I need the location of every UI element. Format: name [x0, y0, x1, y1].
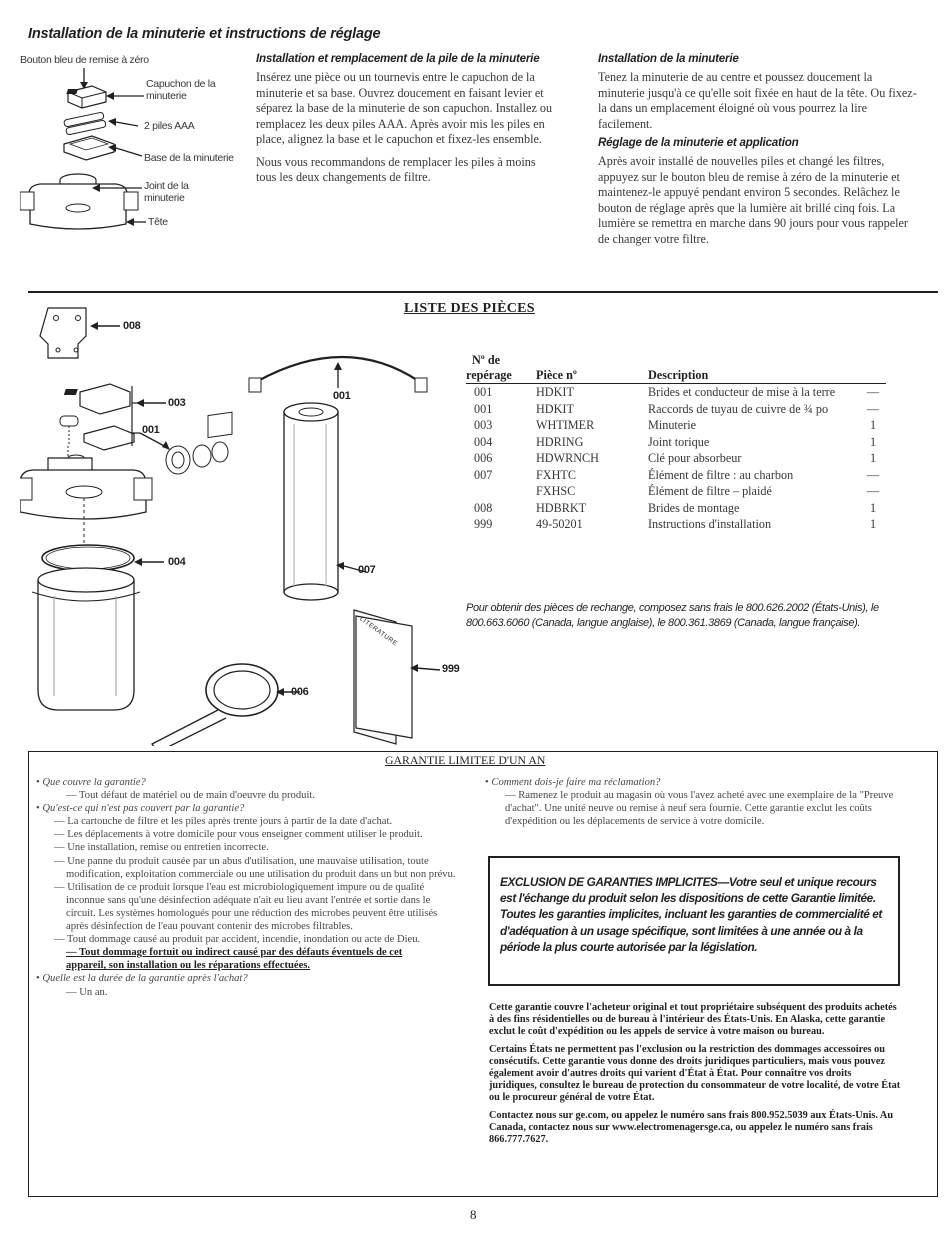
part-description: Raccords de tuyau de cuivre de ¾ po — [648, 401, 829, 416]
header-ref-line2: repérage — [466, 368, 512, 382]
exclusion-list — [36, 815, 462, 946]
battery-paragraph-2: Nous vous recommandons de remplacer les piles à moins tous les deux changements de filtre. — [256, 154, 536, 184]
parts-table — [466, 353, 886, 533]
exclusion-item: — Une panne du produit causée par un abus d'utilisation, une mauvaise utilisation, toute modification, exploitation commerciale ou une utilisation du produit dans un but non prévu. — [54, 855, 456, 880]
exclusion-item: — La cartouche de filtre et les piles après trente jours à partir de la date d'achat. — [54, 816, 393, 828]
part-ref: 004 — [474, 434, 493, 449]
callout-999: 999 — [442, 663, 460, 675]
parts-row — [466, 434, 886, 451]
warranty-underlined-exclusion: — Tout dommage fortuit ou indirect causé par des défauts éventuels de cet appareil, son installation ou les réparations effectuées. — [66, 947, 403, 972]
callout-003: 003 — [168, 397, 186, 409]
timer-install-text: Tenez la minuterie de au centre et poussez doucement la minuterie jusqu'à ce qu'elle soit fixée en haut de la tête. Ou fixez-la dans un emplacement éloigné où vous pourrez la lire facilement. — [598, 70, 917, 131]
parts-row — [466, 417, 886, 434]
warranty-left-column — [36, 776, 462, 999]
exclusion-item: — Tout dommage causé au produit par accident, incendie, inondation ou acte de Dieu. — [54, 934, 421, 946]
callout-001-tube: 001 — [333, 390, 351, 402]
parts-table-header — [466, 353, 886, 384]
part-quantity: 1 — [869, 451, 877, 465]
warranty-title: GARANTIE LIMITEE D'UN AN — [385, 753, 546, 767]
header-desc: Description — [648, 368, 709, 382]
warranty-legal — [489, 1002, 901, 1146]
part-ref: 006 — [474, 451, 493, 465]
timer-setting-title: Réglage de la minuterie et application — [598, 136, 799, 149]
part-quantity: — — [866, 385, 880, 399]
parts-row — [466, 401, 886, 418]
parts-row — [466, 467, 886, 484]
part-ref: 001 — [474, 401, 493, 416]
callout-006: 006 — [291, 686, 309, 698]
warranty-coverage: Cette garantie couvre l'acheteur original et tout propriétaire subséquent des produits achetés à des fins résidentielles ou de bureau à l'intérieur des États-Unis. En Alaska, cette garantie exclut le coût d'expédition ou les appels de service à votre maison ou bureau. — [489, 1002, 897, 1038]
timer-exploded-drawing — [20, 48, 250, 238]
parts-row — [466, 450, 886, 467]
label-reset-button: Bouton bleu de remise à zéro — [20, 54, 149, 66]
part-description: Brides de montage — [648, 500, 740, 515]
part-description: Brides et conducteur de mise à la terre — [648, 385, 836, 399]
warranty-a4: — Ramenez le produit au magasin où vous l'avez acheté avec une exemplaire de la "Preuve d'achat". Une unité neuve ou remise à neuf sera fournie. Cette garantie exclut les coûts d'expédition ou les déplacements de service à votre domicile. — [505, 790, 894, 828]
warranty-q1: • Que couvre la garantie? — [36, 777, 146, 788]
part-number: FXHSC — [536, 484, 576, 498]
timer-install-title: Installation de la minuterie — [598, 52, 739, 65]
part-description: Instructions d'installation — [648, 517, 772, 531]
implied-warranty-exclusion-text: EXCLUSION DE GARANTIES IMPLICITES—Votre seul et unique recours est l'échange du produit selon les dispositions de cette Garantie limitée. Toutes les garanties implicites, incluant les garanties de commercialité et d'adéquation à un usage spécifique, sont limitées à une année ou à la période la plus courte autorisée par la législation. — [500, 875, 882, 954]
part-number: HDRING — [536, 434, 584, 449]
page-number: 8 — [470, 1207, 477, 1222]
part-quantity: — — [866, 484, 880, 498]
part-ref: 008 — [474, 500, 493, 515]
exclusion-item: — Utilisation de ce produit lorsque l'eau est microbiologiquement impure ou de qualité inconnue sans qu'une désinfection adéquate n'ait eu lieu avant l'entrée et sortie dans le circuit. Les systèmes homologués pour une réduction des microbes peuvent être utilisés après désinfection de l'eau pouvant contenir des microbes filtrables. — [54, 881, 438, 933]
warranty-a1: — Tout défaut de matériel ou de main d'oeuvre du produit. — [66, 790, 315, 802]
battery-section — [256, 52, 586, 186]
part-description: Élément de filtre – plaidé — [648, 484, 772, 498]
parts-table-body — [466, 384, 886, 533]
part-quantity: — — [866, 467, 880, 482]
parts-row — [466, 384, 886, 401]
part-quantity: 1 — [869, 434, 877, 449]
label-cap: Capuchon de la minuterie — [146, 78, 216, 102]
parts-order-note: Pour obtenir des pièces de rechange, composez sans frais le 800.626.2002 (États-Unis), le 800.663.6060 (Canada, langue anglaise), le 800.361.3869 (Canada, langue française). — [466, 602, 879, 629]
part-number: HDKIT — [536, 401, 574, 416]
part-number: HDWRNCH — [536, 451, 599, 465]
part-description: Élément de filtre : au charbon — [648, 467, 794, 482]
timer-setting-text: Après avoir installé de nouvelles piles et changé les filtres, appuyez sur le bouton bleu de remise à zéro de la minuterie et maintenez-le appuyé pendant environ 5 secondes. Relâchez le bouton de réglage après que la lumière ait brillé cinq fois. La lumière se remettra en marche dans 90 jours pour vous rappeler de changer votre filtre. — [598, 154, 908, 246]
warranty-state-rights: Certains États ne permettent pas l'exclusion ou la restriction des dommages accessoires ou consécutifs. Cette garantie vous donne des droits juridiques particuliers, mais vous pouvez également avoir d'autres droits qui varient d'État à État. Pour connaître vos droits juridiques, consultez le bureau de protection du consommateur de votre localité, de votre État ou le procureur général de votre État. — [489, 1043, 901, 1104]
part-ref — [466, 483, 536, 500]
section-divider — [28, 291, 938, 293]
part-number: HDKIT — [536, 385, 574, 399]
exclusion-item: — Une installation, remise ou entretien incorrecte. — [54, 842, 269, 854]
parts-row — [466, 516, 886, 533]
exclusion-item: — Les déplacements à votre domicile pour vous enseigner comment utiliser le produit. — [54, 829, 423, 841]
label-head: Tête — [148, 216, 168, 228]
part-number: WHTIMER — [536, 418, 595, 432]
part-ref: 001 — [474, 385, 493, 399]
literature-label: LITERATURE — [358, 615, 399, 648]
parts-list-title: LISTE DES PIÈCES — [404, 301, 535, 316]
callout-007: 007 — [358, 564, 376, 576]
part-quantity: 1 — [869, 517, 877, 531]
label-base: Base de la minuterie — [144, 152, 234, 164]
implied-warranty-exclusion-box — [488, 856, 900, 986]
part-ref: 003 — [474, 418, 493, 432]
timer-diagram — [20, 48, 250, 238]
part-number: FXHTC — [536, 467, 576, 482]
label-batteries: 2 piles AAA — [144, 120, 195, 132]
label-seal: Joint de la minuterie — [144, 180, 189, 204]
part-ref: 999 — [474, 517, 493, 531]
part-quantity: 1 — [869, 418, 877, 432]
parts-exploded-drawing — [20, 296, 460, 746]
callout-008: 008 — [123, 320, 141, 332]
warranty-q4: • Comment dois-je faire ma réclamation? — [485, 777, 661, 788]
part-ref: 007 — [474, 467, 493, 482]
part-quantity: — — [866, 401, 880, 416]
timer-install-section — [598, 52, 924, 247]
callout-004: 004 — [168, 556, 186, 568]
section-title: Installation de la minuterie et instructions de réglage — [28, 26, 381, 42]
warranty-q2: • Qu'est-ce qui n'est pas couvert par la garantie? — [36, 803, 245, 815]
warranty-q3: • Quelle est la durée de la garantie après l'achat? — [36, 973, 248, 985]
parts-row — [466, 483, 886, 500]
warranty-contact: Contactez nous sur ge.com, ou appelez le numéro sans frais 800.952.5039 aux États-Unis. Au Canada, contactez nous sur www.electromenagersge.ca, ou appelez le numéro sans frais 866.777.7627. — [489, 1109, 894, 1146]
header-ref — [466, 353, 536, 384]
part-description: Joint torique — [648, 434, 710, 449]
warranty-a3: — Un an. — [66, 986, 108, 998]
part-quantity: 1 — [869, 500, 877, 515]
warranty-right-column — [485, 776, 910, 828]
part-number: HDBRKT — [536, 500, 587, 515]
part-number: 49-50201 — [536, 517, 583, 531]
part-description: Clé pour absorbeur — [648, 451, 742, 465]
callout-001-fittings: 001 — [142, 424, 160, 436]
header-qty — [860, 353, 886, 384]
header-ref-line1: Nº de — [472, 353, 501, 367]
battery-paragraph-1: Insérez une pièce ou un tournevis entre le capuchon de la minuterie et sa base. Ouvrez doucement en faisant levier et séparez la base de la minuterie de son capuchon. Installez ou remplacez les deux piles AAA. Après avoir mis les piles en place, alignez la base et le capuchon et fixez-les ensemble. — [256, 70, 553, 146]
part-description: Minuterie — [648, 418, 697, 432]
parts-row — [466, 500, 886, 517]
battery-section-title: Installation et remplacement de la pile de la minuterie — [256, 52, 540, 65]
header-part: Pièce nº — [536, 368, 577, 382]
